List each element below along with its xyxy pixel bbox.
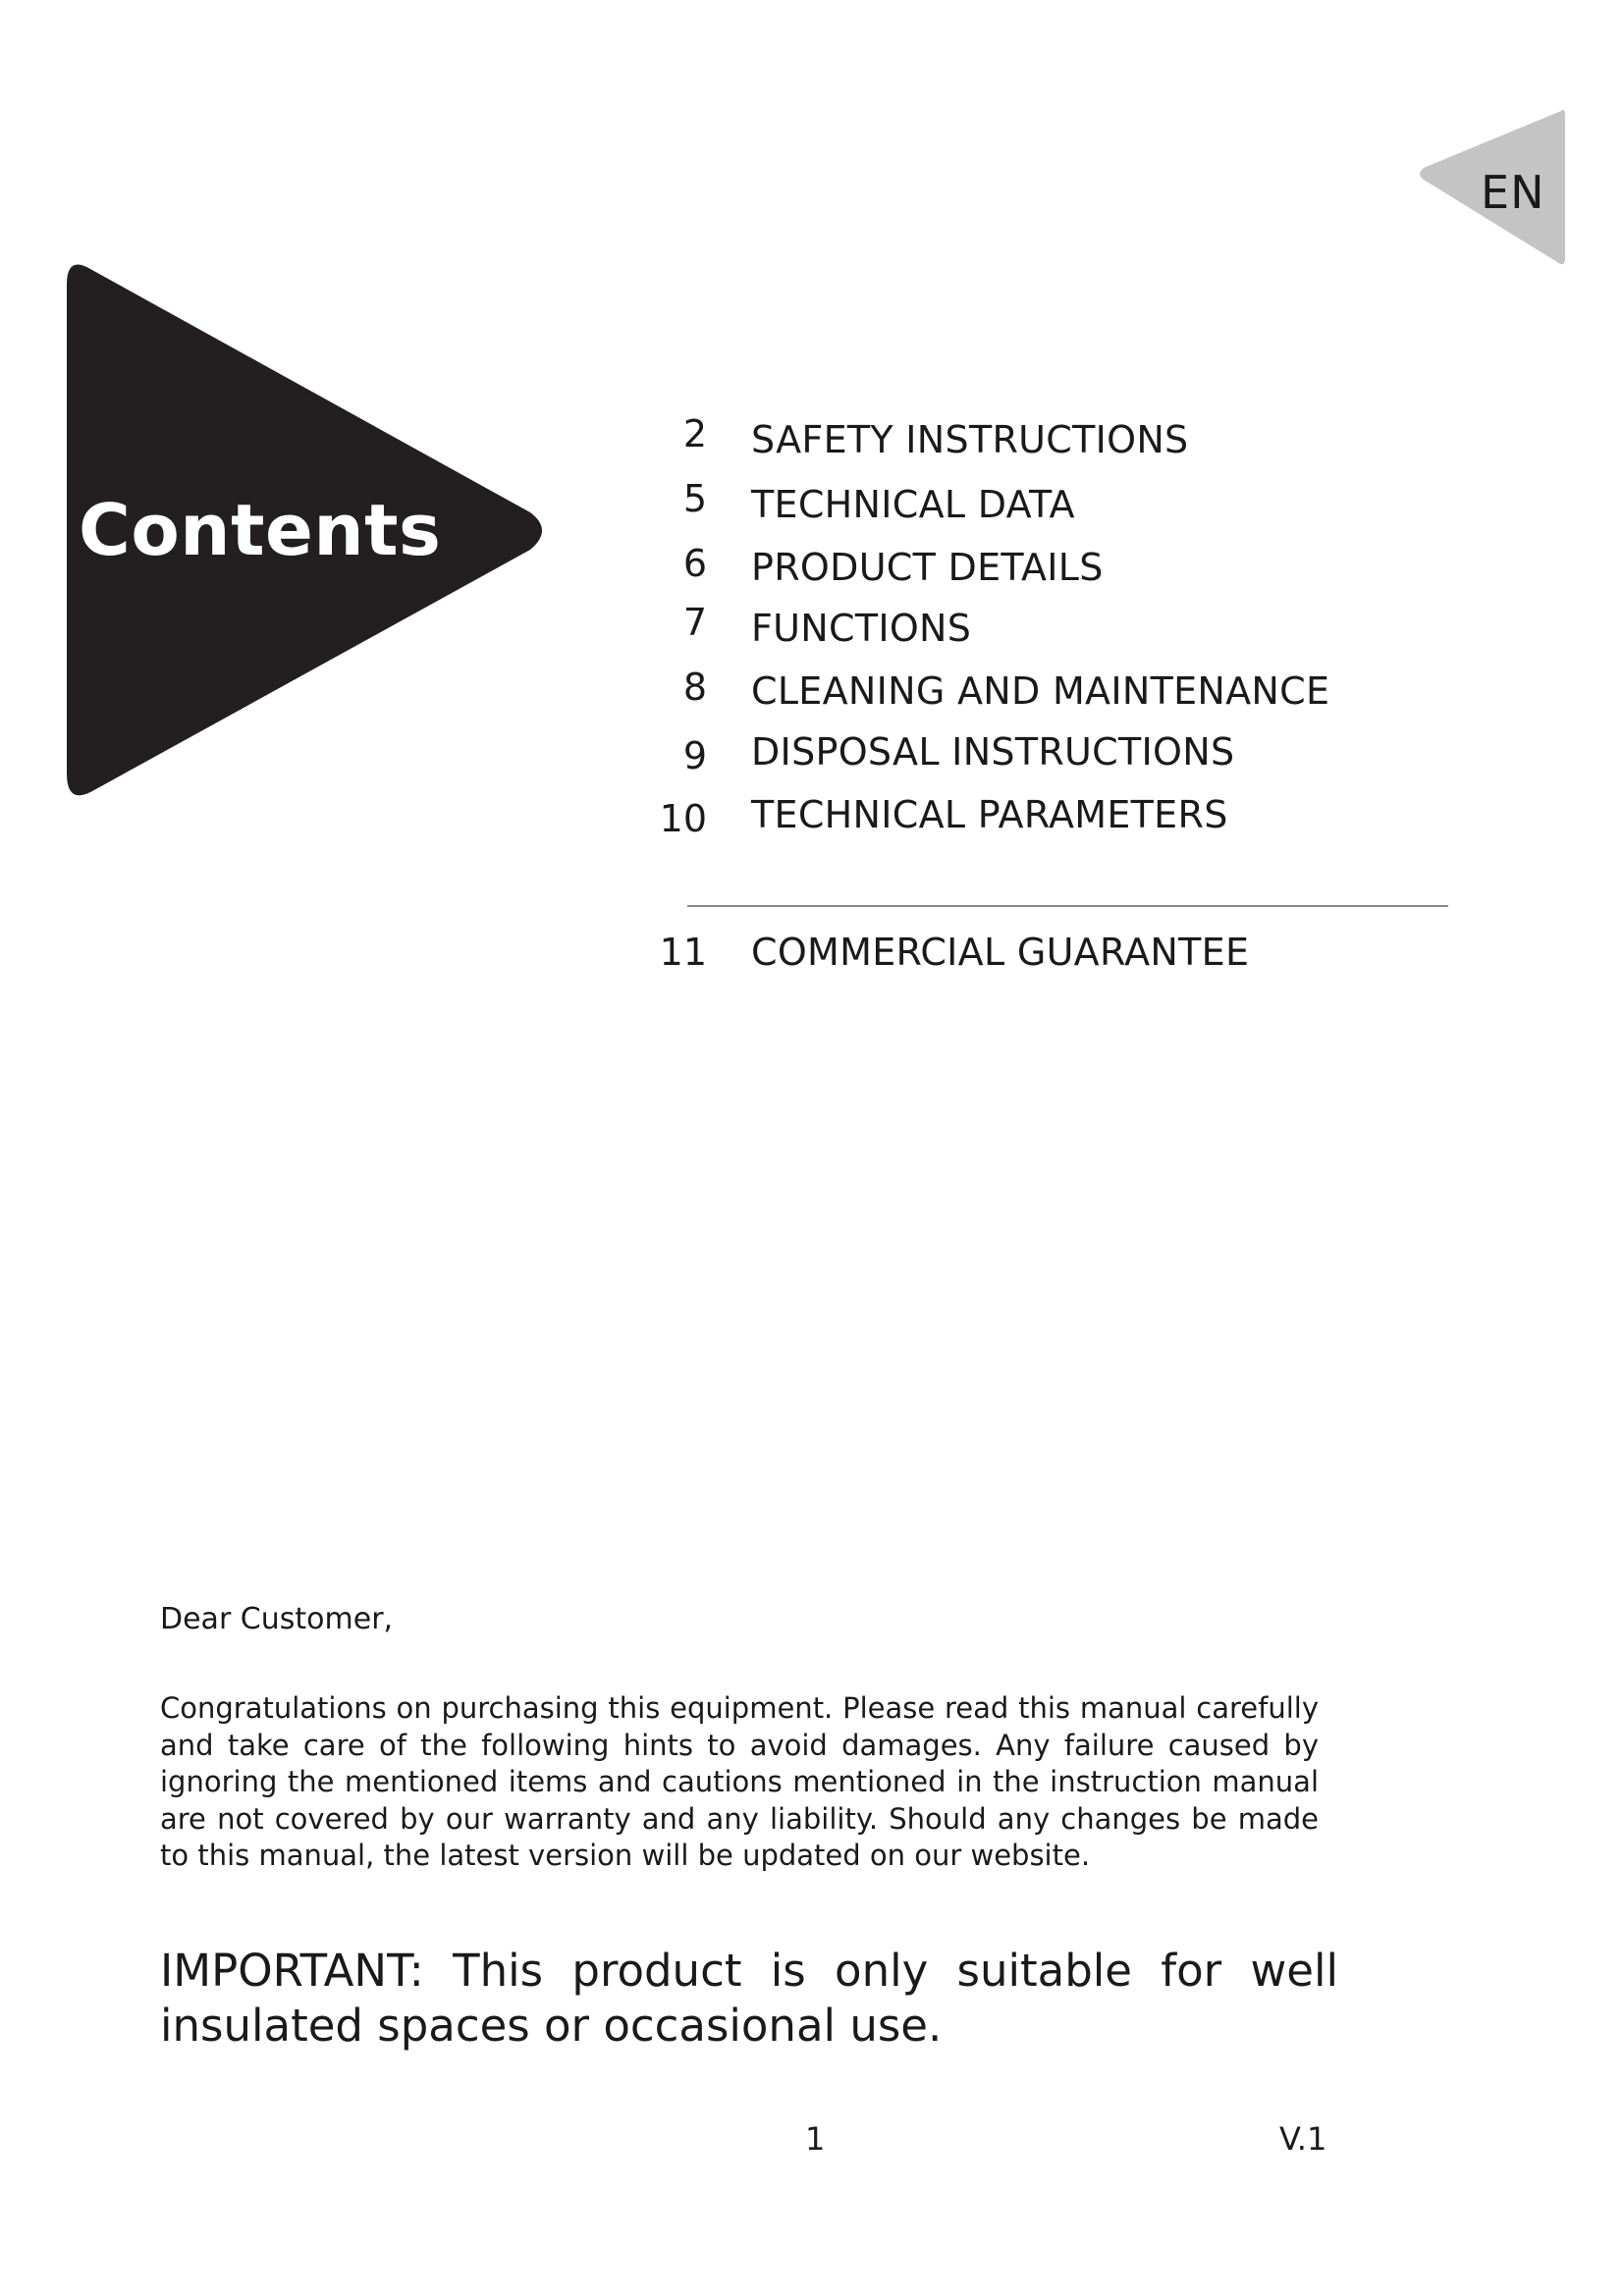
toc-title: TECHNICAL DATA xyxy=(751,483,1075,526)
toc-title: FUNCTIONS xyxy=(751,607,972,650)
page-number: 1 xyxy=(805,2120,826,2158)
important-notice: IMPORTANT: This product is only suitable for well insulated spaces or occasional use. xyxy=(160,1945,1338,2052)
toc-page-number: 7 xyxy=(682,601,707,644)
version-label: V.1 xyxy=(1279,2120,1327,2158)
toc-title: CLEANING AND MAINTENANCE xyxy=(751,669,1330,713)
contents-banner xyxy=(63,255,554,805)
toc-title: COMMERCIAL GUARANTEE xyxy=(751,931,1250,974)
toc-page-number: 6 xyxy=(682,542,707,585)
toc-page-number: 9 xyxy=(682,734,707,777)
toc-page-number: 2 xyxy=(682,412,707,455)
toc-title: PRODUCT DETAILS xyxy=(751,546,1104,589)
toc-page-number: 11 xyxy=(659,931,707,974)
language-tab xyxy=(1414,103,1571,270)
intro-paragraph: Congratulations on purchasing this equipment. Please read this manual carefully and take care of the following hints to avoid damages. Any failure caused by ignoring the mentioned items and cautions mentioned in the instruction manual are not covered by our warranty and any liability. Should any changes be made to this manual, the latest version will be updated on our website. xyxy=(160,1691,1319,1872)
toc-divider xyxy=(687,905,1448,907)
toc-page-number: 10 xyxy=(659,797,707,840)
contents-title: Contents xyxy=(79,489,442,571)
greeting: Dear Customer, xyxy=(160,1602,394,1636)
language-label: EN xyxy=(1481,166,1545,219)
toc-title: SAFETY INSTRUCTIONS xyxy=(751,418,1189,461)
toc-title: TECHNICAL PARAMETERS xyxy=(751,793,1228,836)
toc-page-number: 5 xyxy=(682,477,707,520)
toc-page-number: 8 xyxy=(682,666,707,709)
toc-title: DISPOSAL INSTRUCTIONS xyxy=(751,730,1235,774)
